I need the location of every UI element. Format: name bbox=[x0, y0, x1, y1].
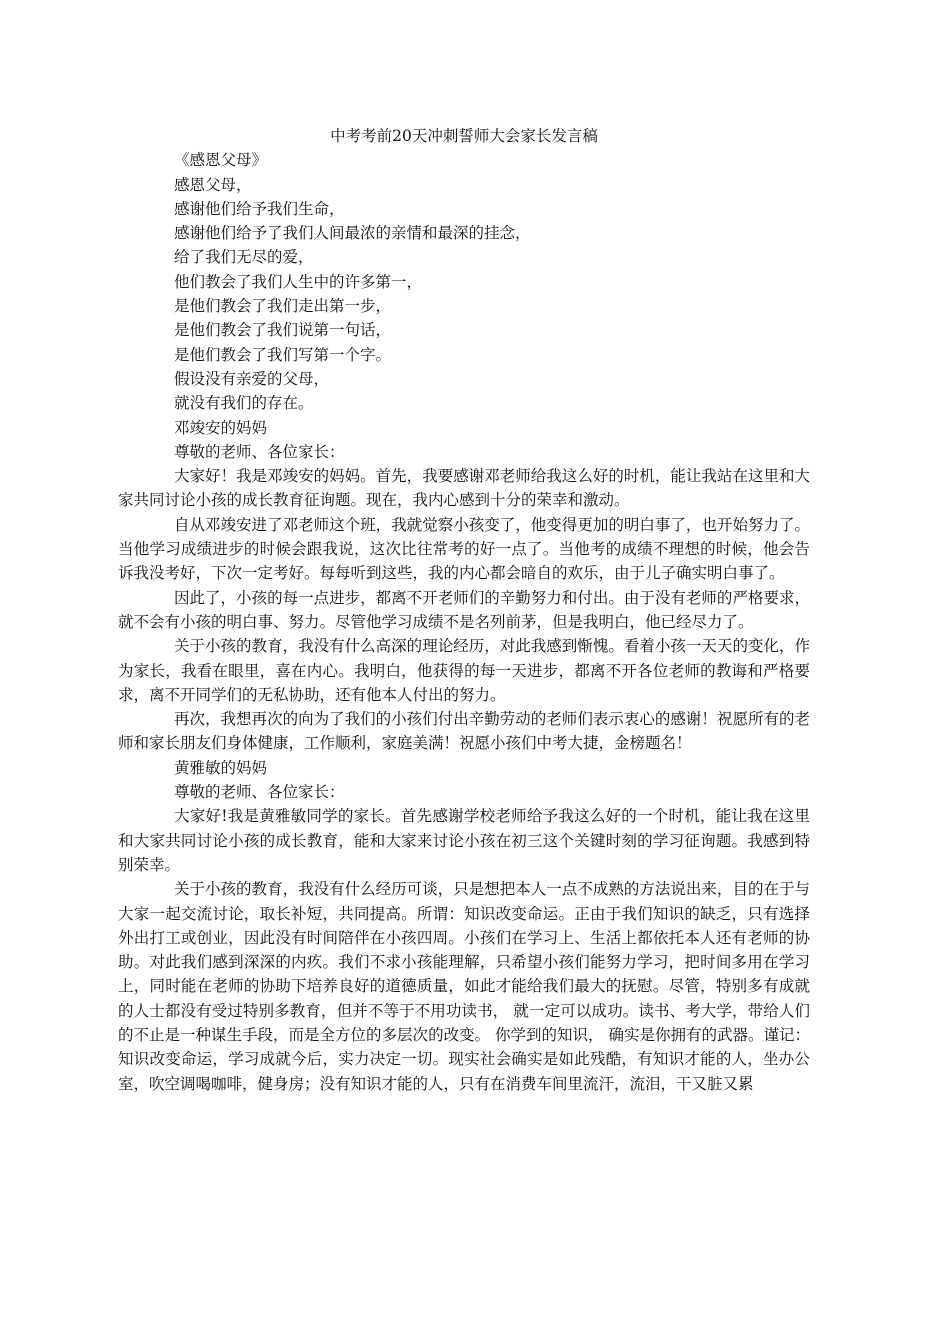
speech2-paragraph: 大家好!我是黄雅敏同学的家长。首先感谢学校老师给予我这么好的一个时机，能让我在这里和大家共同讨论小孩的成长教育，能和大家来讨论小孩在初三这个关键时刻的学习征询题。我感到特别荣幸。 bbox=[118, 807, 810, 874]
document-title: 中考考前20天冲刺誓师大会家长发言稿 bbox=[330, 127, 598, 145]
speech2-salutation: 尊敬的老师、各位家长： bbox=[174, 783, 345, 802]
speech2-paragraph: 关于小孩的教育，我没有什么经历可谈，只是想把本人一点不成熟的方法说出来，目的在于与大家一起交流讨论，取长补短，共同提高。所谓：知识改变命运。正由于我们知识的缺乏，只有选择外出打工或创业，因此没有时间陪伴在小孩四周。小孩们在学习上、生活上都依托本人还有老师的协助。对此我们感到深深的内疚。我们不求小孩能理解，只希望小孩们能努力学习，把时间多用在学习上，同时能在老师的协助下培养良好的道德质量，如此才能给我们最大的抚慰。尽管，特别多有成就的人士都没有受过特别多教育，但并不等于不用功读书， 就一定可以成功。读书、考大学，带给人们的不止是一种谋生手段，而是全方位的多层次的改变。 你学到的知识， 确实是你拥有的武器。谨记：知识改变命运，学习成就今后，实力决定一切。现实社会确实是如此残酷，有知识才能的人，坐办公室，吹空调喝咖啡，健身房；没有知识才能的人，只有在消费车间里流汗，流泪，干又脏又累 bbox=[118, 880, 810, 1093]
speech1-paragraph: 关于小孩的教育，我没有什么高深的理论经历，对此我感到惭愧。看着小孩一天天的变化，作为家长，我看在眼里，喜在内心。我明白，他获得的每一天进步，都离不开各位老师的教诲和严格要求，离不开同学们的无私协助，还有他本人付出的努力。 bbox=[118, 637, 810, 704]
speech1-speaker: 邓竣安的妈妈 bbox=[174, 418, 268, 437]
poem-line: 他们教会了我们人生中的许多第一， bbox=[174, 272, 423, 291]
poem-line: 感谢他们给予了我们人间最浓的亲情和最深的挂念， bbox=[174, 224, 531, 243]
speech1-paragraph: 大家好！我是邓竣安的妈妈。首先，我要感谢邓老师给我这么好的时机，能让我站在这里和大家共同讨论小孩的成长教育征询题。现在，我内心感到十分的荣幸和激动。 bbox=[118, 467, 810, 510]
document-body bbox=[118, 124, 810, 1096]
poem-line: 感恩父母， bbox=[174, 175, 252, 194]
poem-line: 就没有我们的存在。 bbox=[174, 394, 314, 413]
speech1-salutation: 尊敬的老师、各位家长： bbox=[174, 442, 345, 461]
speech1-paragraph: 再次，我想再次的向为了我们的小孩们付出辛勤劳动的老师们表示衷心的感谢！祝愿所有的老师和家长朋友们身体健康，工作顺利，家庭美满！祝愿小孩们中考大捷，金榜题名！ bbox=[118, 710, 810, 753]
poem-line: 给了我们无尽的爱， bbox=[174, 248, 314, 267]
poem-line: 是他们教会了我们写第一个字。 bbox=[174, 345, 392, 364]
poem-line: 假设没有亲爱的父母， bbox=[174, 369, 330, 388]
poem-line: 感谢他们给予我们生命， bbox=[174, 199, 345, 218]
speech2-speaker: 黄雅敏的妈妈 bbox=[174, 758, 268, 777]
speech1-paragraph: 自从邓竣安进了邓老师这个班，我就觉察小孩变了，他变得更加的明白事了，也开始努力了。当他学习成绩进步的时候会跟我说，这次比往常考的好一点了。当他考的成绩不理想的时候，他会告诉我没考好，下次一定考好。每每听到这些，我的内心都会暗自的欢乐，由于儿子确实明白事了。 bbox=[118, 515, 810, 583]
poem-line: 是他们教会了我们走出第一步， bbox=[174, 297, 392, 316]
speech1-paragraph: 因此了，小孩的每一点进步，都离不开老师们的辛勤努力和付出。由于没有老师的严格要求，就不会有小孩的明白事、努力。尽管他学习成绩不是名列前茅，但是我明白，他已经尽力了。 bbox=[118, 588, 810, 631]
poem-heading: 《感恩父母》 bbox=[174, 151, 268, 170]
poem-line: 是他们教会了我们说第一句话， bbox=[174, 321, 392, 340]
